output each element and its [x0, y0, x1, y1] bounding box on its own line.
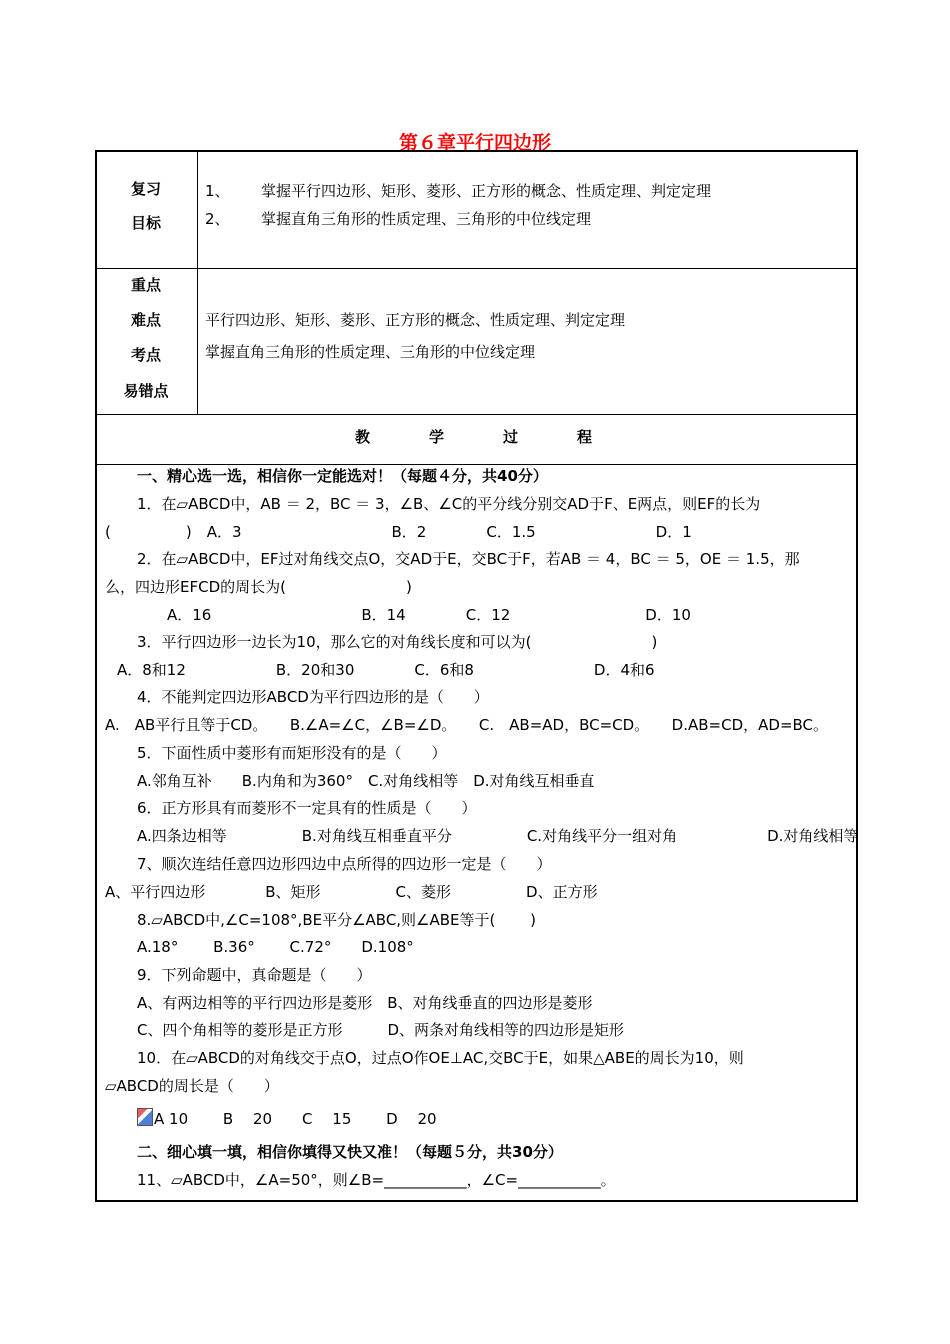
q2-line-2: 么，四边形EFCD的周长为( ) — [105, 578, 412, 596]
process-char-4: 程 — [577, 428, 593, 446]
review-goal-label-1: 复习 — [130, 180, 161, 198]
q1-line-1: 1．在▱ABCD中，AB ＝ 2，BC ＝ 3，∠B、∠C的平分线分别交AD于F、E两点，则EF的长为 — [137, 495, 761, 513]
key-point-line-1: 平行四边形、矩形、菱形、正方形的概念、性质定理、判定定理 — [205, 311, 626, 329]
table-left-border — [95, 150, 97, 1202]
q9-options-cd: C、四个角相等的菱形是正方形 D、两条对角线相等的四边形是矩形 — [137, 1021, 625, 1039]
row-divider-1 — [95, 268, 858, 269]
q3-line: 3．平行四边形一边长为10，那么它的对角线长度和可以为( ) — [137, 633, 658, 651]
q4-line: 4．不能判定四边形ABCD为平行四边形的是（ ） — [137, 688, 489, 706]
q4-options: A. AB平行且等于CD。 B.∠A=∠C，∠B=∠D。 C. AB=AD，BC=CD。 D.AB=CD，AD=BC。 — [105, 716, 829, 734]
q2-options: A．16 B．14 C．12 D．10 — [167, 606, 691, 624]
q6-line: 6．正方形具有而菱形不一定具有的性质是（ ） — [137, 799, 477, 817]
q1-options: ( ) A．3 B．2 C．1.5 D．1 — [105, 523, 692, 541]
key-label-kaodian: 考点 — [130, 346, 161, 364]
table-right-border — [856, 150, 858, 1202]
q6-options: A.四条边相等 B.对角线互相垂直平分 C.对角线平分一组对角 D.对角线相等 — [137, 827, 859, 845]
table-top-border — [95, 150, 858, 152]
q5-options: A.邻角互补 B.内角和为360° C.对角线相等 D.对角线互相垂直 — [137, 772, 595, 790]
key-point-line-2: 掌握直角三角形的性质定理、三角形的中位线定理 — [205, 343, 536, 361]
q10-line-1: 10．在▱ABCD的对角线交于点O，过点O作OE⊥AC,交BC于E，如果△ABE的周长为10，则 — [137, 1049, 744, 1067]
q8-options: A.18° B.36° C.72° D.108° — [137, 938, 414, 956]
review-goal-label-2: 目标 — [130, 214, 161, 232]
q7-options: A、平行四边形 B、矩形 C、菱形 D、正方形 — [105, 883, 598, 901]
row-divider-2 — [95, 414, 858, 415]
table-bottom-border — [95, 1200, 858, 1202]
process-char-2: 学 — [429, 428, 445, 446]
key-label-yicuodian: 易错点 — [123, 382, 169, 400]
q7-line: 7、顺次连结任意四边形四边中点所得的四边形一定是（ ） — [137, 855, 552, 873]
section-1-heading: 一、精心选一选，相信你一定能选对！（每题４分，共40分） — [137, 467, 548, 485]
key-label-nandian: 难点 — [130, 311, 161, 329]
q8-line: 8.▱ABCD中,∠C=108°,BE平分∠ABC,则∠ABE等于( ) — [137, 911, 537, 929]
q2-line-1: 2．在▱ABCD中，EF过对角线交点O，交AD于E，交BC于F，若AB ＝ 4，BC ＝ 5，OE ＝ 1.5，那 — [137, 550, 800, 568]
process-char-1: 教 — [355, 428, 371, 446]
page-title: 第６章平行四边形 — [398, 132, 551, 154]
q10-options-text: A 10 B 20 C 15 D 20 — [154, 1110, 437, 1128]
goal-item-1-number: 1、 — [205, 182, 230, 200]
goal-item-2-text: 掌握直角三角形的性质定理、三角形的中位线定理 — [261, 210, 592, 228]
q9-line: 9．下列命题中，真命题是（ ） — [137, 966, 372, 984]
process-char-3: 过 — [503, 428, 519, 446]
lesson-table — [95, 150, 858, 1202]
goal-item-1-text: 掌握平行四边形、矩形、菱形、正方形的概念、性质定理、判定定理 — [261, 182, 712, 200]
q10-line-2: ▱ABCD的周长是（ ） — [105, 1077, 279, 1095]
key-label-zhongdian: 重点 — [130, 276, 161, 294]
q9-options-ab: A、有两边相等的平行四边形是菱形 B、对角线垂直的四边形是菱形 — [137, 994, 593, 1012]
q5-line: 5．下面性质中菱形有而矩形没有的是（ ） — [137, 744, 447, 762]
q10-options — [137, 1108, 437, 1129]
section-2-heading: 二、细心填一填，相信你填得又快又准！（每题５分，共30分） — [137, 1143, 563, 1161]
goal-item-2-number: 2、 — [205, 210, 230, 228]
q3-options: A．8和12 B．20和30 C．6和8 D．4和6 — [117, 661, 655, 679]
q11-line: 11、▱ABCD中，∠A=50°，则∠B=___________，∠C=___________。 — [137, 1171, 616, 1189]
pencil-drawing-icon — [137, 1108, 153, 1126]
label-column-divider — [197, 150, 198, 414]
